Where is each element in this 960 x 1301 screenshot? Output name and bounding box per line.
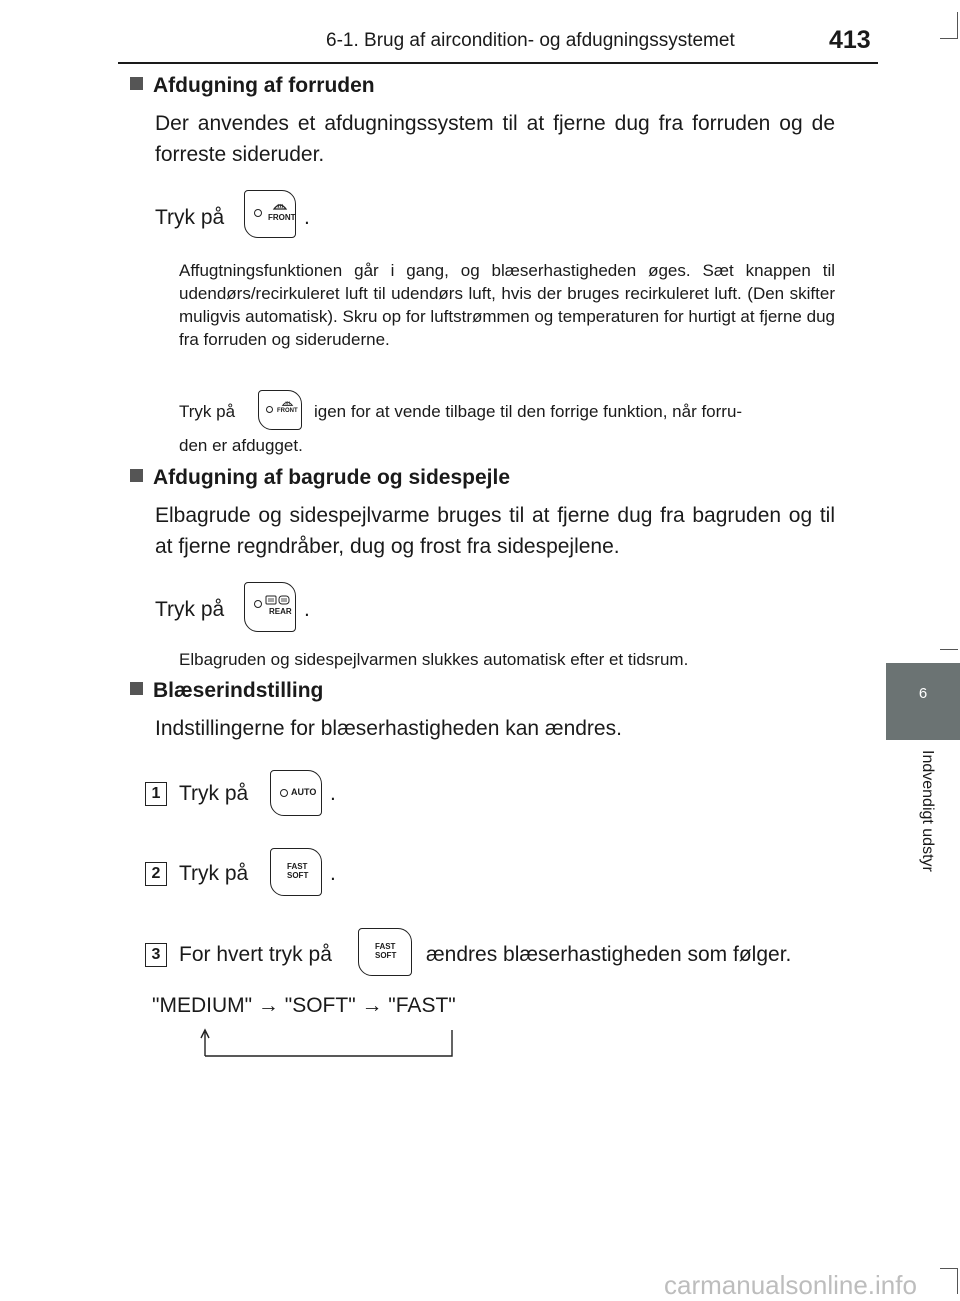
- chapter-number: 6: [918, 685, 928, 702]
- front-defroster-button-icon: FRONT: [244, 190, 296, 238]
- bullet-square-icon: [130, 77, 143, 90]
- bullet-square-icon: [130, 469, 143, 482]
- step-number: 3: [145, 943, 167, 967]
- crop-mark: [940, 38, 958, 39]
- chapter-tab: [886, 663, 960, 740]
- fan-speed-sequence: "MEDIUM" → "SOFT" → "FAST": [152, 994, 456, 1017]
- fast-soft-button-icon: FAST SOFT: [358, 928, 412, 976]
- step-number: 2: [145, 862, 167, 886]
- crop-mark: [957, 1268, 958, 1294]
- bullet-square-icon: [130, 682, 143, 695]
- note-press-suffix: igen for at vende tilbage til den forrige funktion, når forru-: [314, 402, 743, 421]
- section-heading-rear: Afdugning af bagrude og sidespejle: [130, 466, 510, 490]
- press-instruction-suffix: .: [304, 206, 310, 229]
- section-heading-windshield: Afdugning af forruden: [130, 74, 375, 98]
- page-number: 413: [829, 26, 871, 54]
- step-text: Tryk på: [179, 782, 249, 805]
- section-intro: Indstillingerne for blæserhastigheden kan ændres.: [155, 717, 622, 740]
- chapter-label-text: Indvendigt udstyr: [919, 750, 936, 872]
- section-intro: Der anvendes et afdugningssystem til at fjerne dug fra forruden og de forreste sideruder.: [155, 112, 835, 166]
- crop-mark: [957, 12, 958, 38]
- step-text: Tryk på: [179, 862, 249, 885]
- press-instruction: Tryk på: [155, 598, 225, 621]
- step-suffix: .: [330, 862, 336, 885]
- watermark: carmanualsonline.info: [664, 1270, 917, 1300]
- press-instruction-suffix: .: [304, 598, 310, 621]
- header-section-title: 6-1. Brug af aircondition- og afdugningssystemet: [326, 30, 735, 51]
- step-number: 1: [145, 782, 167, 806]
- crop-mark: [940, 1268, 958, 1269]
- section-intro: Elbagrude og sidespejlvarme bruges til at fjerne dug fra bagruden og til at fjerne regndråber, dug og frost fra sidespejlene.: [155, 504, 835, 558]
- auto-button-icon: AUTO: [270, 770, 322, 816]
- fast-soft-button-icon: FAST SOFT: [270, 848, 322, 896]
- press-instruction: Tryk på: [155, 206, 225, 229]
- step-text: For hvert tryk på: [179, 943, 332, 966]
- crop-mark: [940, 649, 958, 650]
- rear-defogger-button-icon: REAR: [244, 582, 296, 632]
- cycle-arrow-icon: [195, 1026, 460, 1058]
- chapter-label: [916, 750, 936, 910]
- section-note: Affugtningsfunktionen går i gang, og blæserhastigheden øges. Sæt knappen til udendørs/recirkuleret luft til udendørs luft, hvis der bruges recirkuleret luft. (Den skifter muligvis automatisk). Skru op for luftstrømmen og temperaturen for hurtigt at fjerne dug fra forruden og sideruderne.: [179, 261, 835, 349]
- step-suffix: .: [330, 782, 336, 805]
- header-rule: [118, 62, 878, 64]
- front-defroster-small-button-icon: FRONT: [258, 390, 302, 430]
- section-heading-fan: Blæserindstilling: [130, 679, 323, 703]
- note-press-prefix: Tryk på: [179, 402, 236, 421]
- note-continuation: den er afdugget.: [179, 436, 303, 455]
- section-note: Elbagruden og sidespejlvarmen slukkes automatisk efter et tidsrum.: [179, 650, 689, 669]
- step-suffix: ændres blæserhastigheden som følger.: [426, 943, 792, 966]
